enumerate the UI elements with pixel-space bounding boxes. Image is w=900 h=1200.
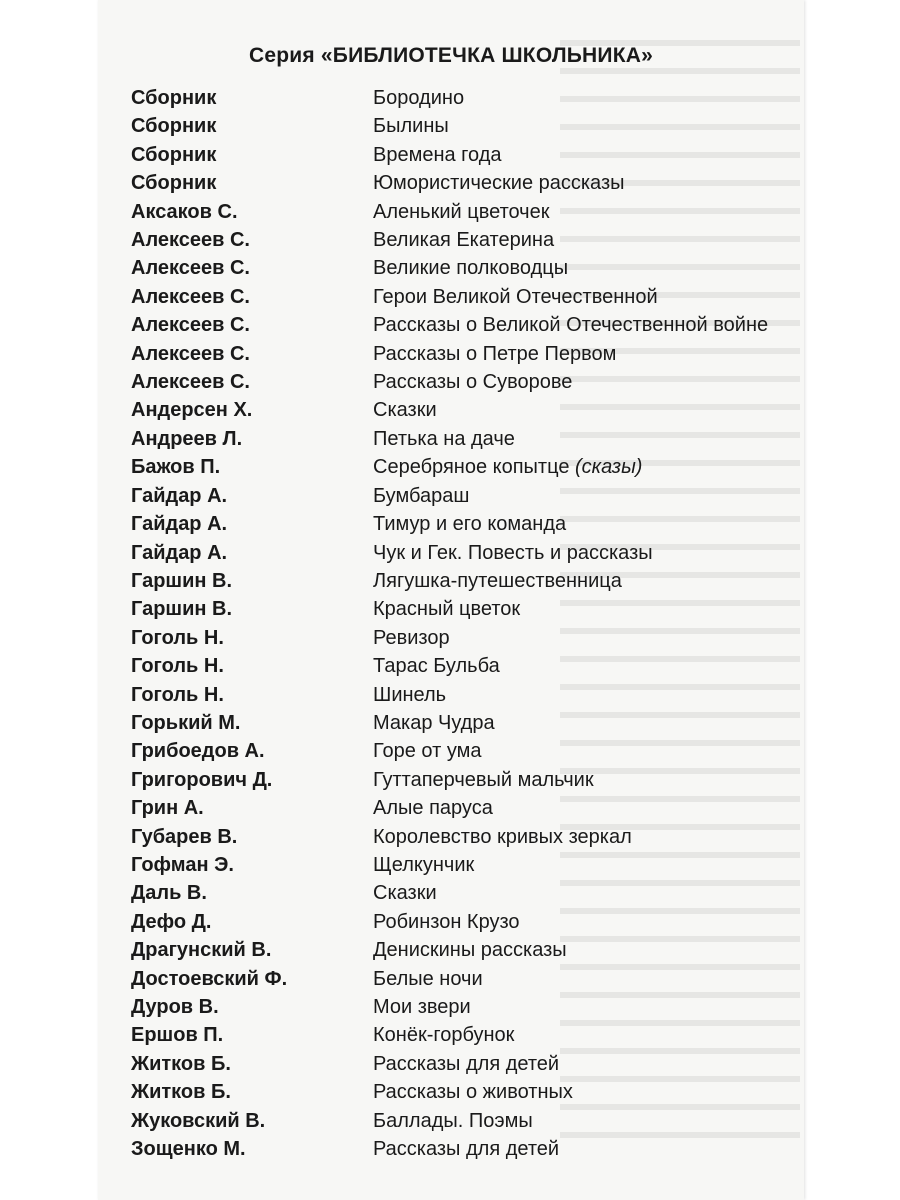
author-name: Алексеев С. [131,371,250,394]
work-title [373,396,791,424]
author-name: Дефо Д. [131,910,212,933]
work-title [373,482,791,510]
work-title [373,340,791,368]
work-title-text: Рассказы о животных [373,1081,573,1104]
work-title-text: Гуттаперчевый мальчик [373,768,594,791]
work-title-text: Красный цветок [373,598,521,621]
work-title [373,993,791,1021]
work-title-text: Бородино [373,87,465,109]
work-title-text: Серебряное копытце [373,456,570,479]
work-title-text: Робинзон Крузо [373,910,520,933]
work-title [373,851,791,879]
list-item [131,567,791,595]
list-item [131,311,791,339]
author-name: Гаршин В. [131,569,233,592]
list-item [131,226,791,254]
list-item [131,652,791,680]
author-name: Дуров В. [131,996,219,1018]
work-title-text: Рассказы для детей [373,1052,560,1075]
work-title [373,283,791,311]
work-title-text: Рассказы о Великой Отечественной войне [373,314,769,337]
author-name: Драгунский В. [131,939,272,962]
author-name: Гайдар А. [131,484,228,507]
list-item [131,823,791,851]
work-title-text: Королевство кривых зеркал [373,825,632,848]
list-item [131,1135,791,1163]
list-item [131,965,791,993]
author-name: Грибоедов А. [131,740,265,763]
series-title [98,44,804,68]
list-item [131,936,791,964]
work-title [373,112,791,140]
work-title [373,198,791,226]
work-title [373,368,791,396]
work-title-text: Сказки [373,399,437,422]
work-title-text: Аленький цветочек [373,200,550,223]
list-item [131,453,791,481]
list-item [131,1107,791,1135]
work-title-text: Алые паруса [373,797,493,820]
list-item [131,84,791,112]
work-title [373,226,791,254]
work-title [373,567,791,595]
author-name: Сборник [131,87,217,109]
author-name: Достоевский Ф. [131,967,288,990]
work-title [373,254,791,282]
work-title [373,879,791,907]
author-name: Гофман Э. [131,853,234,876]
work-title [373,453,791,481]
list-item [131,595,791,623]
work-title-text: Сказки [373,882,437,905]
work-title-text: Герои Великой Отечественной [373,285,658,308]
work-title [373,169,791,197]
author-name: Алексеев С. [131,229,250,252]
work-title-text: Баллады. Поэмы [373,1109,533,1132]
work-title [373,1021,791,1049]
work-title [373,510,791,538]
author-name: Андреев Л. [131,427,243,450]
list-item [131,396,791,424]
author-name: Григорович Д. [131,768,273,791]
author-name: Гоголь Н. [131,626,224,649]
work-title [373,965,791,993]
author-name: Губарев В. [131,825,238,848]
list-item [131,510,791,538]
list-item [131,425,791,453]
author-name: Сборник [131,115,217,138]
work-title [373,737,791,765]
list-item [131,539,791,567]
work-title [373,1078,791,1106]
author-name: Аксаков С. [131,200,238,223]
work-title-text: Белые ночи [373,967,483,990]
work-title-text: Бумбараш [373,484,470,507]
work-title-text: Мои звери [373,996,471,1018]
author-name: Алексеев С. [131,342,250,365]
author-name: Алексеев С. [131,257,250,280]
work-title [373,1107,791,1135]
work-title [373,652,791,680]
list-item [131,482,791,510]
author-name: Алексеев С. [131,314,250,337]
list-item [131,112,791,140]
work-title [373,794,791,822]
author-name: Алексеев С. [131,285,250,308]
work-title [373,709,791,737]
list-item [131,766,791,794]
list-item [131,1050,791,1078]
work-title-text: Былины [373,115,449,138]
list-item [131,908,791,936]
list-item [131,198,791,226]
work-title [373,539,791,567]
work-title [373,84,791,112]
work-title-text: Великая Екатерина [373,229,555,252]
list-item [131,794,791,822]
author-name: Грин А. [131,797,204,820]
author-name: Гаршин В. [131,598,233,621]
work-title-text: Чук и Гек. Повесть и рассказы [373,541,653,564]
work-title-text: Ревизор [373,626,450,649]
work-title-text: Юмористические рассказы [373,172,625,195]
list-item [131,681,791,709]
work-title [373,908,791,936]
work-title-text: Макар Чудра [373,711,495,734]
author-name: Бажов П. [131,456,221,479]
author-name: Гайдар А. [131,513,228,536]
list-item [131,1021,791,1049]
list-item [131,1078,791,1106]
author-name: Ершов П. [131,1024,224,1047]
author-name: Сборник [131,143,217,166]
work-title-text: Рассказы для детей [373,1138,560,1161]
work-title [373,823,791,851]
author-name: Житков Б. [131,1081,231,1104]
list-item [131,879,791,907]
list-item [131,368,791,396]
author-name: Гоголь Н. [131,655,224,678]
author-name: Зощенко М. [131,1138,246,1161]
author-name: Гайдар А. [131,541,228,564]
series-title-prefix: Серия [249,44,315,67]
list-item [131,624,791,652]
work-title [373,766,791,794]
list-item [131,340,791,368]
list-item [131,851,791,879]
work-title-text: Конёк-горбунок [373,1024,515,1047]
list-item [131,993,791,1021]
work-title [373,1050,791,1078]
list-item [131,737,791,765]
list-item [131,283,791,311]
work-title [373,936,791,964]
work-title [373,624,791,652]
work-title-text: Денискины рассказы [373,939,567,962]
author-name: Даль В. [131,882,207,905]
list-item [131,709,791,737]
work-title-text: Петька на даче [373,427,515,450]
work-title-text: Рассказы о Суворове [373,371,573,394]
author-name: Житков Б. [131,1052,231,1075]
series-title-name: «БИБЛИОТЕЧКА ШКОЛЬНИКА» [320,44,653,67]
author-name: Сборник [131,172,217,195]
work-title [373,681,791,709]
work-title [373,1135,791,1163]
author-name: Андерсен Х. [131,399,253,422]
author-name: Жуковский В. [131,1109,266,1132]
author-name: Гоголь Н. [131,683,224,706]
work-title-text: Великие полководцы [373,257,569,280]
work-title-text: Шинель [373,683,447,706]
work-title-text: Рассказы о Петре Первом [373,342,617,365]
work-title-text: Времена года [373,143,502,166]
work-note: (сказы) [575,456,643,479]
work-title-text: Лягушка-путешественница [373,569,622,592]
work-title [373,595,791,623]
work-title [373,425,791,453]
list-item [131,254,791,282]
book-list [131,84,791,1163]
list-item [131,141,791,169]
work-title-text: Щелкунчик [373,853,475,876]
work-title-text: Тарас Бульба [373,655,500,678]
work-title-text: Тимур и его команда [373,513,567,536]
author-name: Горький М. [131,711,241,734]
work-title [373,311,791,339]
work-title [373,141,791,169]
work-title-text: Горе от ума [373,740,482,763]
list-item [131,169,791,197]
